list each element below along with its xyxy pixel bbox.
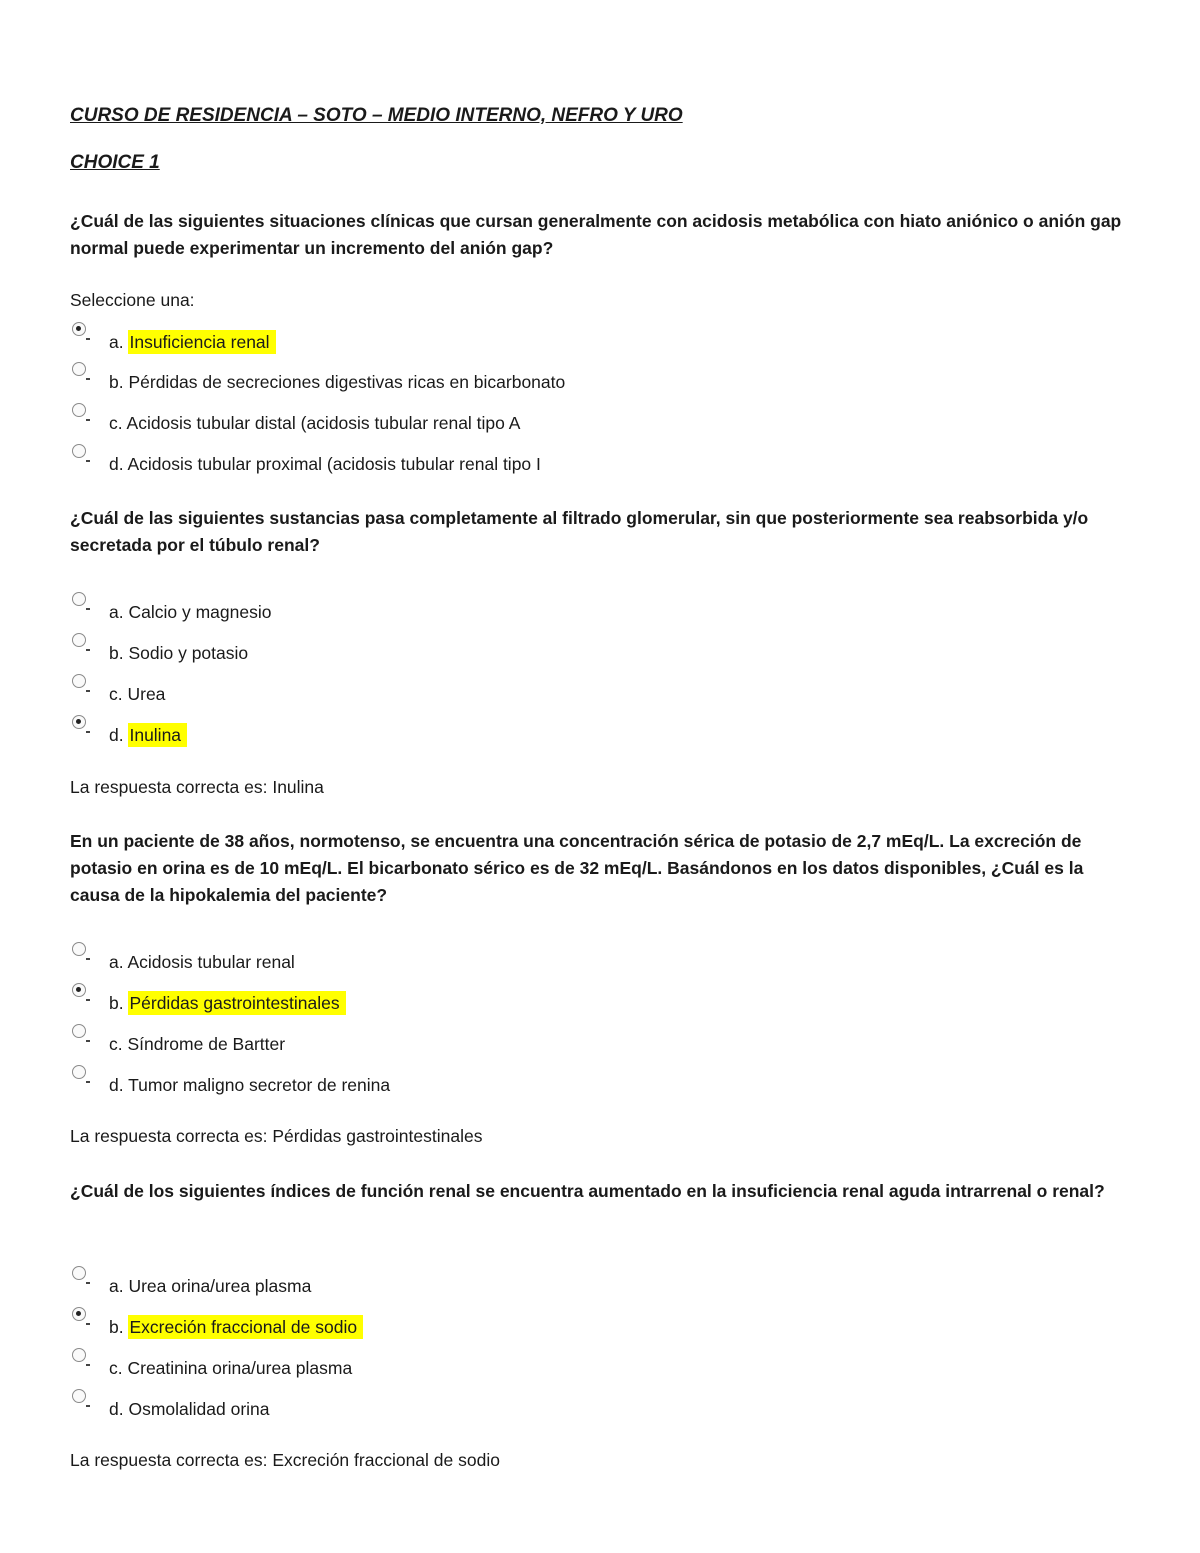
option-label <box>109 725 187 746</box>
option-letter: c. <box>109 1358 128 1378</box>
option-body: Urea orina/urea plasma <box>128 1276 312 1296</box>
option-body: Sodio y potasio <box>128 643 249 663</box>
radio-tick-mark <box>86 690 90 692</box>
option-label <box>109 993 346 1014</box>
radio-unchecked-icon[interactable] <box>72 674 86 688</box>
answer-option[interactable] <box>72 715 772 751</box>
radio-tick-mark <box>86 608 90 610</box>
option-letter: b. <box>109 993 129 1013</box>
radio-tick-mark <box>86 999 90 1001</box>
option-body: Osmolalidad orina <box>128 1399 270 1419</box>
radio-unchecked-icon[interactable] <box>72 362 86 376</box>
answer-option[interactable] <box>72 633 772 669</box>
question-text: ¿Cuál de las siguientes situaciones clínicas que cursan generalmente con acidosis metabólica con hiato aniónico o anión gap normal puede experimentar un incremento del anión gap? <box>70 211 1122 258</box>
radio-tick-mark <box>86 1081 90 1083</box>
option-letter: d. <box>109 1075 129 1095</box>
answer-option[interactable] <box>72 1266 772 1302</box>
radio-unchecked-icon[interactable] <box>72 444 86 458</box>
option-body: Tumor maligno secretor de renina <box>128 1075 391 1095</box>
option-label <box>109 684 165 705</box>
answer-option[interactable] <box>72 403 772 439</box>
option-letter: d. <box>109 725 129 745</box>
radio-checked-icon[interactable] <box>72 715 86 729</box>
radio-unchecked-icon[interactable] <box>72 942 86 956</box>
option-letter: a. <box>109 1276 129 1296</box>
option-body: Acidosis tubular proximal (acidosis tubular renal tipo I <box>127 454 541 474</box>
option-label <box>109 1358 352 1379</box>
radio-checked-icon[interactable] <box>72 322 86 336</box>
option-letter: b. <box>109 372 129 392</box>
option-body: Acidosis tubular distal (acidosis tubular renal tipo A <box>126 413 521 433</box>
radio-tick-mark <box>86 1323 90 1325</box>
option-label <box>109 952 295 973</box>
answer-option[interactable] <box>72 983 772 1019</box>
radio-tick-mark <box>86 378 90 380</box>
correct-answer: La respuesta correcta es: Inulina <box>70 777 324 797</box>
radio-tick-mark <box>86 958 90 960</box>
radio-tick-mark <box>86 338 90 340</box>
answer-option[interactable] <box>72 444 772 480</box>
option-label <box>109 1399 270 1420</box>
highlighted-answer: Pérdidas gastrointestinales <box>128 991 345 1015</box>
question-text: ¿Cuál de las siguientes sustancias pasa completamente al filtrado glomerular, sin que posteriormente sea reabsorbida y/o secretada por el túbulo renal? <box>70 508 1089 555</box>
answer-option[interactable] <box>72 1389 772 1425</box>
option-letter: b. <box>109 643 129 663</box>
radio-tick-mark <box>86 1364 90 1366</box>
answer-option[interactable] <box>72 1024 772 1060</box>
radio-checked-icon[interactable] <box>72 983 86 997</box>
option-body: Creatinina orina/urea plasma <box>127 1358 353 1378</box>
radio-checked-icon[interactable] <box>72 1307 86 1321</box>
option-label <box>109 372 565 393</box>
option-label <box>109 643 248 664</box>
radio-tick-mark <box>86 649 90 651</box>
radio-unchecked-icon[interactable] <box>72 1024 86 1038</box>
correct-answer: La respuesta correcta es: Excreción fraccional de sodio <box>70 1450 500 1470</box>
document-subtitle: CHOICE 1 <box>70 152 160 173</box>
radio-unchecked-icon[interactable] <box>72 1348 86 1362</box>
document-title: CURSO DE RESIDENCIA – SOTO – MEDIO INTERNO, NEFRO Y URO <box>70 105 683 126</box>
option-letter: a. <box>109 602 129 622</box>
option-letter: a. <box>109 952 128 972</box>
option-body: Acidosis tubular renal <box>127 952 295 972</box>
radio-unchecked-icon[interactable] <box>72 633 86 647</box>
option-label <box>109 602 271 623</box>
radio-unchecked-icon[interactable] <box>72 1266 86 1280</box>
answer-option[interactable] <box>72 674 772 710</box>
radio-tick-mark <box>86 1040 90 1042</box>
radio-tick-mark <box>86 1405 90 1407</box>
option-body: Síndrome de Bartter <box>127 1034 286 1054</box>
option-letter: c. <box>109 413 127 433</box>
answer-option[interactable] <box>72 1307 772 1343</box>
correct-answer: La respuesta correcta es: Pérdidas gastrointestinales <box>70 1126 483 1146</box>
option-body: Pérdidas de secreciones digestivas ricas en bicarbonato <box>128 372 566 392</box>
option-label <box>109 413 520 434</box>
question-text: En un paciente de 38 años, normotenso, se encuentra una concentración sérica de potasio de 2,7 mEq/L. La excreción de potasio en orina es de 10 mEq/L. El bicarbonato sérico es de 32 mEq/L. Basándonos en los datos disponibles, ¿Cuál es la causa de la hipokalemia del paciente? <box>70 831 1084 905</box>
highlighted-answer: Excreción fraccional de sodio <box>128 1315 363 1339</box>
radio-unchecked-icon[interactable] <box>72 403 86 417</box>
option-letter: d. <box>109 454 128 474</box>
answer-option[interactable] <box>72 322 772 358</box>
answer-option[interactable] <box>72 1348 772 1384</box>
option-body: Calcio y magnesio <box>128 602 272 622</box>
radio-unchecked-icon[interactable] <box>72 1065 86 1079</box>
option-letter: c. <box>109 684 128 704</box>
answer-option[interactable] <box>72 592 772 628</box>
option-label <box>109 454 541 475</box>
answer-option[interactable] <box>72 942 772 978</box>
radio-tick-mark <box>86 419 90 421</box>
radio-unchecked-icon[interactable] <box>72 1389 86 1403</box>
radio-tick-mark <box>86 460 90 462</box>
option-label <box>109 1317 363 1338</box>
radio-unchecked-icon[interactable] <box>72 592 86 606</box>
option-letter: a. <box>109 332 129 352</box>
option-letter: c. <box>109 1034 128 1054</box>
select-prompt: Seleccione una: <box>70 290 195 310</box>
option-label <box>109 1075 390 1096</box>
answer-option[interactable] <box>72 362 772 398</box>
question-text: ¿Cuál de los siguientes índices de función renal se encuentra aumentado en la insuficiencia renal aguda intrarrenal o renal? <box>70 1181 1105 1201</box>
option-label <box>109 1034 285 1055</box>
answer-option[interactable] <box>72 1065 772 1101</box>
option-body: Urea <box>127 684 166 704</box>
highlighted-answer: Insuficiencia renal <box>128 330 275 354</box>
radio-tick-mark <box>86 731 90 733</box>
option-label <box>109 332 276 353</box>
option-letter: d. <box>109 1399 129 1419</box>
radio-tick-mark <box>86 1282 90 1284</box>
option-label <box>109 1276 311 1297</box>
highlighted-answer: Inulina <box>128 723 187 747</box>
option-letter: b. <box>109 1317 129 1337</box>
